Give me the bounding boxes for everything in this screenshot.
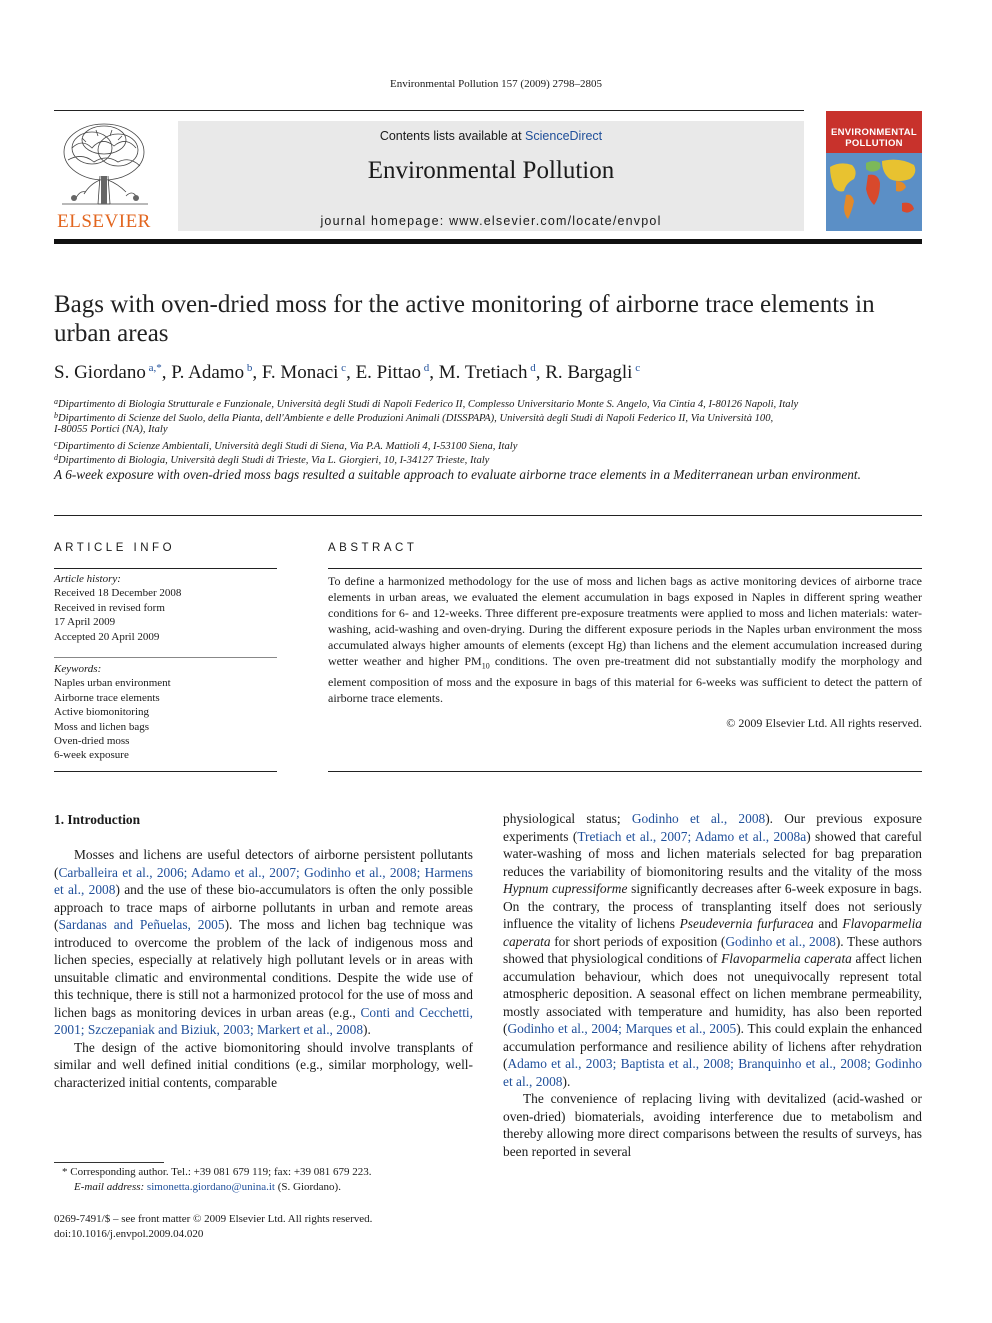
author-affil-mark[interactable]: d	[530, 362, 536, 374]
body-column-left	[54, 846, 473, 1091]
history-entry: 17 April 2009	[54, 616, 116, 629]
footnote	[54, 1165, 473, 1195]
author-affil-mark[interactable]: b	[246, 362, 253, 374]
keyword: Moss and lichen bags	[54, 720, 150, 733]
keyword: Airborne trace elements	[54, 691, 160, 704]
author-affil-mark[interactable]: a,*	[148, 362, 162, 374]
author: S. Giordano	[54, 362, 146, 383]
email-link[interactable]: simonetta.giordano@unina.it	[146, 1181, 275, 1193]
affiliation: $^b$Dipartimento di Scienze del Suolo, della Pianta, dell'Ambiente e delle Produzioni Animali (DISSPAPA), Università degli Studi di Napoli Federico II, Via Università 100,	[54, 411, 774, 424]
header-thick-rule	[54, 239, 922, 244]
journal-reference: Environmental Pollution 157 (2009) 2798–2805	[389, 78, 603, 90]
author: R. Bargagli	[545, 362, 633, 383]
author-affil-mark[interactable]: d	[423, 362, 430, 374]
journal-header-box	[178, 121, 804, 231]
abstract-text: To define a harmonized methodology for the use of moss and lichen bags as active monitoring devices of airborne trace elements in urban areas, we evaluated the element accumulation in bags exposed in Naples in different spring weather conditions for 6- and 12-weeks. Three different pre-exposure treatments were applied to moss and lichen materials: water-washing, acid-washing and oven-drying. During the different exposure periods in the Naples urban environment the moss accumulated always higher amounts of elements (except Hg) than lichens and the element accumulation increased during wetter weather and higher $PM_{10}$ conditions. The oven pre-treatment did not substantially modify the morphology and element composition of moss and the exposure in bags of this material for 6-weeks was sufficient to detect the pattern of airborne trace elements.	[328, 574, 922, 706]
article-highlight: A 6-week exposure with oven-dried moss bags resulted a suitable approach to evaluate airborne trace elements in a Mediterranean urban environment.	[54, 467, 861, 482]
paragraph: The design of the active biomonitoring should involve transplants of similar and well defined initial conditions (e.g., similar morphology, well-characterized initial contents, comparable	[54, 1039, 473, 1090]
citation-link[interactable]: Adamo et al., 2003; Baptista et al., 2008; Branquinho et al., 2008; Godinho et al., 2008	[503, 1056, 922, 1089]
journal-homepage-link[interactable]: journal homepage: www.elsevier.com/locate/envpol	[320, 214, 662, 228]
abstract-heading: ABSTRACT	[328, 542, 418, 554]
front-matter-line: 0269-7491/$ – see front matter © 2009 Elsevier Ltd. All rights reserved.	[54, 1213, 373, 1225]
contents-line	[178, 129, 804, 143]
divider	[54, 568, 277, 569]
journal-title: Environmental Pollution	[367, 157, 615, 184]
header-top-rule	[54, 110, 804, 111]
affiliation: $^a$Dipartimento di Biologia Strutturale e Funzionale, Università degli Studi di Napoli Federico II, Complesso Universitario Monte S. Angelo, Via Cintia 4, I-80126 Napoli, Italy	[54, 397, 799, 410]
body-column-right	[503, 810, 922, 1160]
divider	[328, 771, 922, 772]
author: M. Tretiach	[438, 362, 528, 383]
keyword: Naples urban environment	[54, 677, 171, 690]
history-entry: Received 18 December 2008	[54, 587, 182, 600]
divider	[54, 657, 277, 658]
article-history-label: Article history:	[54, 573, 121, 585]
paragraph: physiological status; Godinho et al., 2008). Our previous exposure experiments (Tretiach et al., 2007; Adamo et al., 2008a) showed that careful water-washing of moss and lichen materials selected for bag preparation reduces the variability of biomonitoring results and the vitality of the moss Hypnum cupressiforme significantly decreases after 6-week exposure in bags. On the contrary, the process of transplanting itself does not seriously influence the vitality of lichens Pseudevernia furfuracea and Flavoparmelia caperata for short periods of exposition (Godinho et al., 2008). These authors showed that physiological conditions of Flavoparmelia caperata affect lichen accumulation behaviour, which does not unequivocally represent total atmospheric deposition. A seasonal effect on lichen membrane permeability, mostly associated with temperature and humidity, has also been reported (Godinho et al., 2004; Marques et al., 2005). This could explain the enhanced accumulation performance and resilience ability of lichens after rehydration (Adamo et al., 2003; Baptista et al., 2008; Branquinho et al., 2008; Godinho et al., 2008).	[503, 811, 923, 1089]
citation-link[interactable]: Godinho et al., 2008	[631, 811, 766, 826]
contents-prefix: Contents lists available at	[379, 129, 526, 143]
article-info-heading: ARTICLE INFO	[54, 542, 176, 554]
section-heading-introduction: 1. Introduction	[54, 812, 141, 827]
doi[interactable]: doi:10.1016/j.envpol.2009.04.020	[54, 1228, 204, 1240]
journal-cover-thumbnail[interactable]	[826, 111, 922, 231]
author: P. Adamo	[171, 362, 245, 383]
sciencedirect-link[interactable]: ScienceDirect	[525, 129, 603, 143]
affiliation: $^c$Dipartimento di Scienze Ambientali, Università degli Studi di Siena, Via P.A. Mattioli 4, I-53100 Siena, Italy	[54, 439, 518, 452]
author-affil-mark[interactable]: c	[341, 362, 347, 374]
elsevier-logo[interactable]	[52, 118, 156, 233]
cover-world-map-icon	[826, 111, 922, 231]
divider	[54, 771, 277, 772]
elsevier-tree-icon	[52, 118, 156, 210]
footnote-rule	[54, 1162, 164, 1163]
citation-link[interactable]: Godinho et al., 2004; Marques et al., 2005	[507, 1021, 737, 1036]
author: E. Pittao	[355, 362, 422, 383]
divider	[54, 515, 922, 516]
author-affil-mark[interactable]: c	[635, 362, 641, 374]
elsevier-wordmark: ELSEVIER	[57, 211, 151, 232]
citation-link[interactable]: Conti and Cecchetti, 2001; Szczepaniak and Biziuk, 2003; Markert et al., 2008	[54, 1004, 473, 1037]
keywords-label: Keywords:	[54, 663, 102, 675]
keyword: 6-week exposure	[54, 749, 129, 762]
paragraph: The convenience of replacing living with devitalized (acid-washed or oven-dried) biomaterials, avoiding interference due to metabolism and thereby allowing more direct comparisons between the results of surveys, has been reported in several	[503, 1091, 922, 1159]
history-entry: Accepted 20 April 2009	[54, 630, 160, 643]
article-title: Bags with oven-dried moss for the active monitoring of airborne trace elements in urban areas	[54, 291, 875, 347]
citation-link[interactable]: Carballeira et al., 2006; Adamo et al., 2007; Godinho et al., 2008; Harmens et al., 2008	[54, 864, 473, 897]
citation-link[interactable]: Tretiach et al., 2007; Adamo et al., 2008a	[577, 828, 807, 844]
affiliation-continued: I-80055 Portici (NA), Italy	[54, 424, 168, 435]
divider	[328, 568, 922, 569]
front-matter	[54, 1212, 473, 1242]
affiliation: $^d$Dipartimento di Biologia, Università degli Studi di Trieste, Via L. Giorgieri, 10, I-34127 Trieste, Italy	[54, 453, 490, 466]
email-line: E-mail address: simonetta.giordano@unina.it (S. Giordano).	[74, 1181, 341, 1193]
article-history	[54, 572, 277, 644]
author-list: S. Giordano $^{a,*}$, P. Adamo $^b$, F. Monaci $^c$, E. Pittao $^d$, M. Tretiach $^d$, R. Bargagli $^c$	[54, 362, 641, 383]
paragraph: Mosses and lichens are useful detectors of airborne persistent pollutants (Carballeira et al., 2006; Adamo et al., 2007; Godinho et al., 2008; Harmens et al., 2008) and the use of these bio-accumulators is often the only possible approach to trace maps of airborne pollutants in urban and remote areas (Sardanas and Peñuelas, 2005). The moss and lichen bag technique was introduced to overcome the problem of the lack of indigenous moss and lichen species, especially at relatively high pollutant levels or in areas with unsuitable climatic and environmental conditions. Despite the wide use of this technique, there is still not a harmonized protocol for the use of moss and lichen bags as monitoring devices in urban areas (e.g., Conti and Cecchetti, 2001; Szczepaniak and Biziuk, 2003; Markert et al., 2008).	[54, 847, 473, 1037]
cover-title: ENVIRONMENTAL POLLUTION	[830, 127, 918, 149]
citation-link[interactable]: Godinho et al., 2008	[725, 933, 836, 949]
history-entry: Received in revised form	[54, 601, 165, 614]
keywords	[54, 662, 277, 763]
keyword: Oven-dried moss	[54, 735, 130, 748]
corresponding-author: * Corresponding author. Tel.: +39 081 679 119; fax: +39 081 679 223.	[62, 1166, 372, 1178]
abstract-copyright: © 2009 Elsevier Ltd. All rights reserved.	[726, 716, 922, 730]
keyword: Active biomonitoring	[54, 706, 150, 719]
author: F. Monaci	[261, 362, 339, 383]
citation-link[interactable]: Sardanas and Peñuelas, 2005	[58, 917, 225, 932]
